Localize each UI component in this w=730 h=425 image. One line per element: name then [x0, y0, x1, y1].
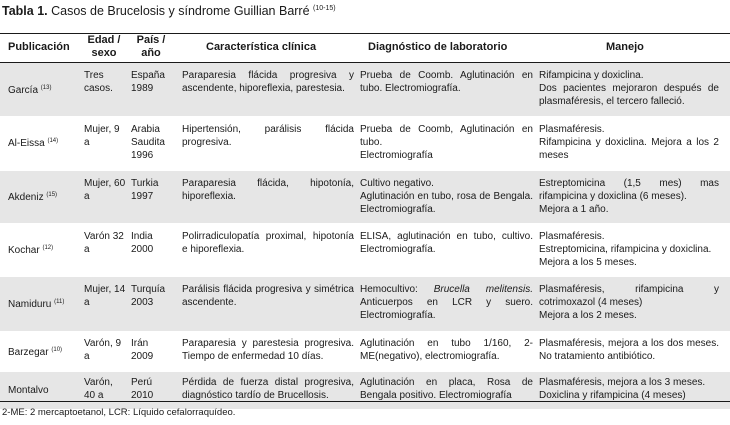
- cell-diagnostico: Cultivo negativo. Aglutinación en tubo, rosa de Bengala. Electromiografía.: [360, 178, 533, 215]
- table-row: [0, 372, 730, 409]
- cell-diagnostico: ELISA, aglutinación en tubo, cultivo. Electromiografía.: [360, 231, 533, 255]
- cell-manejo: Estreptomicina (1,5 mes) mas rifampicina y doxiclina (6 meses). Mejora a 1 año.: [539, 178, 719, 215]
- cell-edad: Mujer, 60 a: [84, 178, 126, 202]
- header-edad: Edad / sexo: [87, 34, 121, 59]
- cell-clinica: Hipertensión, parálisis flácida progresiva.: [182, 124, 354, 148]
- cell-diagnostico: Hemocultivo: Brucella melitensis. Anticuerpos en LCR y suero. Electromiografía.: [360, 284, 533, 321]
- cell-publicacion: García $^{(13)}$: [8, 85, 52, 96]
- header-manejo: Manejo: [606, 41, 644, 53]
- cell-publicacion: Kochar $^{(12)}$: [8, 245, 54, 256]
- table-row: [0, 332, 730, 371]
- cell-pais: Turquía 2003: [131, 284, 166, 308]
- cell-manejo: Plasmaféresis. Estreptomicina, rifampicina y doxiclina. Mejora a los 5 meses.: [539, 231, 712, 268]
- cell-pais: España 1989: [131, 70, 165, 94]
- cell-edad: Varón, 9 a: [84, 338, 122, 362]
- cell-publicacion: Akdeniz $^{(15)}$: [8, 192, 58, 203]
- cell-manejo: Plasmaféresis. Rifampicina y doxiclina. Mejora a los 2 meses: [539, 124, 719, 161]
- cell-diagnostico: Prueba de Coomb, Aglutinación en tubo. Electromiografía: [360, 124, 533, 161]
- cell-pais: Arabia Saudita 1996: [131, 124, 165, 161]
- cell-clinica: Paraparesia y parestesia progresiva. Tiempo de enfermedad 10 días.: [182, 338, 354, 362]
- cell-edad: Mujer, 14 a: [84, 284, 126, 308]
- bottom-rule: [0, 401, 730, 402]
- caption-refs: (10-15): [313, 5, 336, 12]
- cell-publicacion: Al-Eissa $^{(14)}$: [8, 138, 59, 149]
- cell-manejo: Plasmaféresis, mejora a los dos meses. No tratamiento antibiótico.: [539, 338, 719, 362]
- cell-clinica: Polirradiculopatía proximal, hipotonía e hiporeflexia.: [182, 231, 354, 255]
- cell-diagnostico: Aglutinación en placa, Rosa de Bengala positivo. Electromiografía: [360, 377, 533, 401]
- cell-manejo: Plasmaféresis, mejora a los 3 meses. Doxiclina y rifampicina (4 meses): [539, 377, 706, 401]
- cell-clinica: Pérdida de fuerza distal progresiva, diagnóstico tardío de Brucellosis.: [182, 377, 354, 401]
- cell-manejo: Rifampicina y doxiclina. Dos pacientes mejoraron después de plasmaféresis, el tercero falleció.: [539, 70, 719, 107]
- cell-clinica: Paraparesia flácida, hipotonía, hiporeflexia.: [182, 178, 354, 202]
- cell-edad: Tres casos.: [84, 70, 113, 94]
- cell-edad: Varón 32 a: [84, 231, 124, 255]
- cell-publicacion: Montalvo: [8, 385, 49, 396]
- header-clinica: Característica clínica: [206, 41, 317, 53]
- cell-pais: Irán 2009: [131, 338, 154, 362]
- table-footnote: 2-ME: 2 mercaptoetanol, LCR: Líquido cefalorraquídeo.: [2, 407, 236, 418]
- table-row: [0, 171, 730, 223]
- cell-clinica: Parálisis flácida progresiva y simétrica ascendente.: [182, 284, 354, 308]
- header-pais: País / año: [136, 34, 166, 59]
- cell-edad: Varón, 40 a: [84, 377, 113, 401]
- cell-publicacion: Namiduru $^{(11)}$: [8, 299, 65, 310]
- header-publicacion: Publicación: [8, 41, 70, 53]
- table-row: [0, 277, 730, 331]
- header-diagnostico: Diagnóstico de laboratorio: [368, 41, 508, 53]
- cell-clinica: Paraparesia flácida progresiva y ascendente, hiporeflexia, parestesia.: [182, 70, 354, 94]
- cell-manejo: Plasmaféresis, rifampicina y cotrimoxazol (4 meses) Mejora a los 2 meses.: [539, 284, 719, 321]
- cell-pais: Turkia 1997: [131, 178, 159, 202]
- cell-publicacion: Barzegar $^{(10)}$: [8, 347, 63, 358]
- cell-diagnostico: Prueba de Coomb. Aglutinación en tubo. Electromiografía.: [360, 70, 533, 94]
- table-caption: [2, 1, 336, 19]
- cell-pais: India 2000: [131, 231, 154, 255]
- cell-pais: Perú 2010: [131, 377, 154, 401]
- table-row: [0, 224, 730, 276]
- table-row: [0, 63, 730, 116]
- table-row: [0, 117, 730, 170]
- caption-label: Tabla 1.: [2, 4, 48, 18]
- caption-text: Casos de Brucelosis y síndrome Guillian Barré: [51, 4, 310, 18]
- cell-diagnostico: Aglutinación en tubo 1/160, 2-ME(negativo), electromiografía.: [360, 338, 533, 362]
- cell-edad: Mujer, 9 a: [84, 124, 120, 148]
